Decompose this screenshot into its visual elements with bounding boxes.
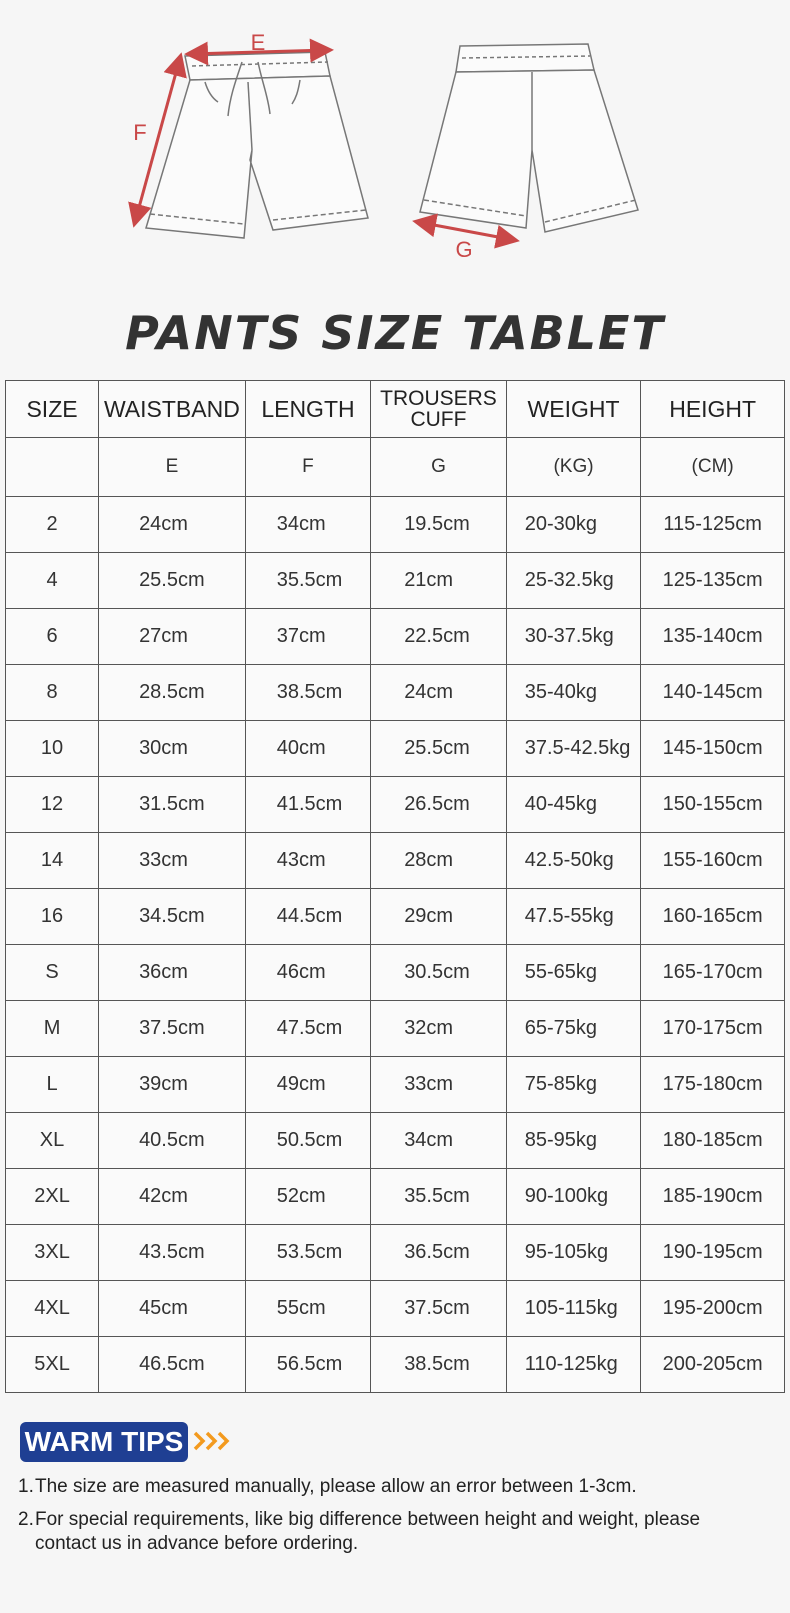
cell-size: 6 — [6, 609, 99, 665]
unit-cuff: G — [371, 438, 507, 497]
cell-waistband: 39cm — [99, 1057, 246, 1113]
cell-height: 165-170cm — [641, 945, 785, 1001]
cell-size: 2 — [6, 497, 99, 553]
cell-waistband: 28.5cm — [99, 665, 246, 721]
cell-waistband: 36cm — [99, 945, 246, 1001]
cell-height: 140-145cm — [641, 665, 785, 721]
cell-cuff: 24cm — [371, 665, 507, 721]
cell-weight: 95-105kg — [506, 1225, 641, 1281]
table-row — [6, 1169, 785, 1225]
cell-weight: 25-32.5kg — [506, 553, 641, 609]
cell-waistband: 42cm — [99, 1169, 246, 1225]
cell-weight: 75-85kg — [506, 1057, 641, 1113]
tips-list — [18, 1475, 758, 1565]
cell-length: 37cm — [245, 609, 370, 665]
table-row — [6, 889, 785, 945]
header-trousers-cuff: TROUSERS CUFF — [371, 381, 507, 438]
cell-waistband: 27cm — [99, 609, 246, 665]
cell-weight: 42.5-50kg — [506, 833, 641, 889]
cell-waistband: 40.5cm — [99, 1113, 246, 1169]
cell-size: XL — [6, 1113, 99, 1169]
cell-size: 12 — [6, 777, 99, 833]
cell-weight: 20-30kg — [506, 497, 641, 553]
cell-height: 180-185cm — [641, 1113, 785, 1169]
header-height: HEIGHT — [641, 381, 785, 438]
cell-length: 35.5cm — [245, 553, 370, 609]
cell-cuff: 38.5cm — [371, 1337, 507, 1393]
cell-size: 16 — [6, 889, 99, 945]
cell-length: 46cm — [245, 945, 370, 1001]
cell-weight: 35-40kg — [506, 665, 641, 721]
unit-height: (CM) — [641, 438, 785, 497]
table-row — [6, 945, 785, 1001]
cell-size: 14 — [6, 833, 99, 889]
cell-size: 2XL — [6, 1169, 99, 1225]
cell-height: 200-205cm — [641, 1337, 785, 1393]
table-row — [6, 721, 785, 777]
tip-text: The size are measured manually, please allow an error between 1-3cm. — [35, 1476, 637, 1497]
table-row — [6, 665, 785, 721]
cell-weight: 105-115kg — [506, 1281, 641, 1337]
cell-height: 190-195cm — [641, 1225, 785, 1281]
cell-height: 150-155cm — [641, 777, 785, 833]
cell-height: 115-125cm — [641, 497, 785, 553]
unit-length: F — [245, 438, 370, 497]
cell-height: 175-180cm — [641, 1057, 785, 1113]
cell-length: 56.5cm — [245, 1337, 370, 1393]
cell-cuff: 35.5cm — [371, 1169, 507, 1225]
unit-weight: (KG) — [506, 438, 641, 497]
cell-length: 43cm — [245, 833, 370, 889]
unit-size — [6, 438, 99, 497]
cell-cuff: 26.5cm — [371, 777, 507, 833]
cell-length: 40cm — [245, 721, 370, 777]
warm-tips-badge: WARM TIPS — [20, 1422, 188, 1462]
cell-weight: 30-37.5kg — [506, 609, 641, 665]
cell-height: 125-135cm — [641, 553, 785, 609]
size-table — [5, 380, 785, 1393]
cell-cuff: 22.5cm — [371, 609, 507, 665]
header-waistband: WAISTBAND — [99, 381, 246, 438]
cell-weight: 40-45kg — [506, 777, 641, 833]
tip-text: For special requirements, like big difference between height and weight, please contact us in advance before ordering. — [35, 1509, 701, 1554]
cell-waistband: 34.5cm — [99, 889, 246, 945]
cell-height: 135-140cm — [641, 609, 785, 665]
tip-number: 1. — [18, 1476, 34, 1497]
cell-size: M — [6, 1001, 99, 1057]
cell-size: 4XL — [6, 1281, 99, 1337]
cell-length: 41.5cm — [245, 777, 370, 833]
cell-waistband: 46.5cm — [99, 1337, 246, 1393]
cell-height: 185-190cm — [641, 1169, 785, 1225]
table-row — [6, 1001, 785, 1057]
header-weight: WEIGHT — [506, 381, 641, 438]
cell-weight: 65-75kg — [506, 1001, 641, 1057]
cell-cuff: 33cm — [371, 1057, 507, 1113]
cell-size: 3XL — [6, 1225, 99, 1281]
header-size: SIZE — [6, 381, 99, 438]
cell-weight: 85-95kg — [506, 1113, 641, 1169]
cell-cuff: 36.5cm — [371, 1225, 507, 1281]
table-row — [6, 609, 785, 665]
table-row — [6, 1337, 785, 1393]
table-row — [6, 777, 785, 833]
cell-length: 38.5cm — [245, 665, 370, 721]
cell-length: 34cm — [245, 497, 370, 553]
cell-weight: 47.5-55kg — [506, 889, 641, 945]
table-row — [6, 1281, 785, 1337]
label-g: G — [455, 237, 473, 262]
cell-cuff: 30.5cm — [371, 945, 507, 1001]
header-length: LENGTH — [245, 381, 370, 438]
cell-cuff: 34cm — [371, 1113, 507, 1169]
cell-waistband: 37.5cm — [99, 1001, 246, 1057]
cell-height: 160-165cm — [641, 889, 785, 945]
cell-length: 52cm — [245, 1169, 370, 1225]
cell-size: 8 — [6, 665, 99, 721]
cell-height: 170-175cm — [641, 1001, 785, 1057]
table-row — [6, 833, 785, 889]
table-row — [6, 553, 785, 609]
cell-height: 145-150cm — [641, 721, 785, 777]
cell-weight: 55-65kg — [506, 945, 641, 1001]
measurement-diagram — [0, 0, 790, 290]
cell-waistband: 24cm — [99, 497, 246, 553]
cell-length: 55cm — [245, 1281, 370, 1337]
unit-waistband: E — [99, 438, 246, 497]
table-row — [6, 1113, 785, 1169]
cell-cuff: 32cm — [371, 1001, 507, 1057]
cell-length: 47.5cm — [245, 1001, 370, 1057]
table-row — [6, 1057, 785, 1113]
label-e: E — [250, 30, 266, 55]
chevrons-right-icon — [193, 1430, 233, 1452]
cell-size: 4 — [6, 553, 99, 609]
cell-cuff: 29cm — [371, 889, 507, 945]
cell-height: 195-200cm — [641, 1281, 785, 1337]
back-shorts-icon — [420, 44, 638, 232]
cell-size: S — [6, 945, 99, 1001]
cell-length: 44.5cm — [245, 889, 370, 945]
cell-size: 10 — [6, 721, 99, 777]
cell-waistband: 25.5cm — [99, 553, 246, 609]
page-title: PANTS SIZE TABLET — [125, 306, 665, 360]
cell-cuff: 28cm — [371, 833, 507, 889]
cell-length: 49cm — [245, 1057, 370, 1113]
cell-cuff: 25.5cm — [371, 721, 507, 777]
label-f: F — [133, 120, 147, 145]
tip-item — [18, 1475, 758, 1499]
table-units-row — [6, 438, 785, 497]
cell-length: 53.5cm — [245, 1225, 370, 1281]
table-header-row — [6, 381, 785, 438]
cell-cuff: 21cm — [371, 553, 507, 609]
cell-weight: 90-100kg — [506, 1169, 641, 1225]
table-row — [6, 497, 785, 553]
cell-weight: 110-125kg — [506, 1337, 641, 1393]
cell-size: 5XL — [6, 1337, 99, 1393]
tip-number: 2. — [18, 1509, 34, 1530]
cell-height: 155-160cm — [641, 833, 785, 889]
front-shorts-icon — [146, 52, 368, 238]
cell-cuff: 19.5cm — [371, 497, 507, 553]
tip-item — [18, 1508, 758, 1556]
cell-weight: 37.5-42.5kg — [506, 721, 641, 777]
table-row — [6, 1225, 785, 1281]
cell-waistband: 45cm — [99, 1281, 246, 1337]
cell-waistband: 43.5cm — [99, 1225, 246, 1281]
cell-length: 50.5cm — [245, 1113, 370, 1169]
cell-waistband: 33cm — [99, 833, 246, 889]
cell-size: L — [6, 1057, 99, 1113]
cell-cuff: 37.5cm — [371, 1281, 507, 1337]
cell-waistband: 30cm — [99, 721, 246, 777]
cell-waistband: 31.5cm — [99, 777, 246, 833]
